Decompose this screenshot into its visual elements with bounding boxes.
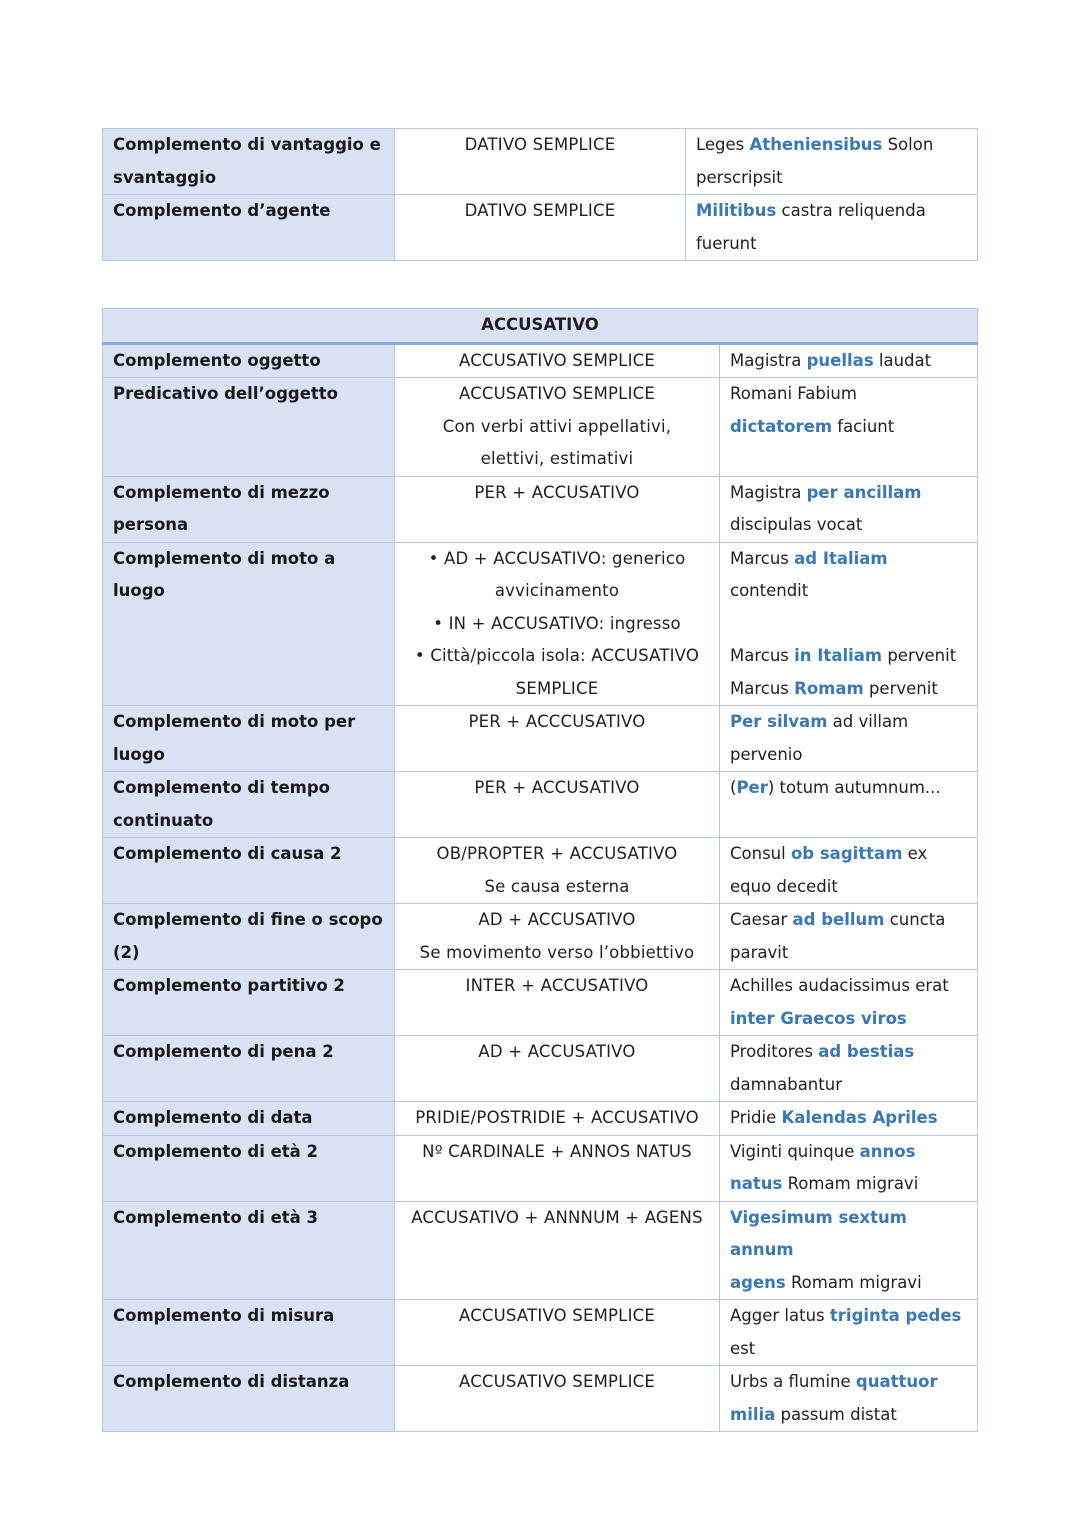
example-text: Marcus xyxy=(730,678,795,698)
case-rule xyxy=(395,1102,720,1136)
highlighted-latin: Vigesimum sextum annum xyxy=(730,1207,907,1259)
complement-name: Complemento di causa 2 xyxy=(103,838,395,904)
example-line xyxy=(730,1202,967,1267)
case-rule xyxy=(395,542,720,706)
highlighted-latin: Per xyxy=(736,778,768,797)
example-line xyxy=(730,1300,967,1333)
rule-line: Con verbi attivi appellativi, xyxy=(442,416,672,436)
case-rule xyxy=(395,1300,720,1366)
case-rule xyxy=(395,772,720,838)
case-rule xyxy=(395,195,686,261)
latin-example xyxy=(720,378,978,477)
example-text: est xyxy=(730,1338,756,1358)
case-rule xyxy=(395,838,720,904)
highlighted-latin: Atheniensibus xyxy=(749,135,883,154)
example-text: equo decedit xyxy=(730,876,838,896)
rule-line: PER + ACCUSATIVO xyxy=(474,778,640,797)
example-line xyxy=(730,575,967,608)
case-rule xyxy=(395,378,720,477)
example-line xyxy=(730,1168,967,1201)
rule-line: ACCUSATIVO SEMPLICE xyxy=(459,1306,655,1325)
rule-line: • Città/piccola isola: ACCUSATIVO xyxy=(414,646,700,665)
case-rule xyxy=(395,343,720,378)
example-line xyxy=(730,378,967,411)
highlighted-latin: ad bellum xyxy=(792,910,885,929)
table-row xyxy=(103,1036,978,1102)
rule-line: SEMPLICE xyxy=(515,678,599,698)
highlighted-latin: triginta pedes xyxy=(829,1306,962,1325)
example-text: pervenio xyxy=(730,744,803,764)
example-line xyxy=(730,1366,967,1399)
complement-name: Complemento di età 3 xyxy=(103,1201,395,1300)
rule-line: AD + ACCUSATIVO xyxy=(478,910,636,929)
table-row xyxy=(103,378,978,477)
highlighted-latin: milia xyxy=(730,1404,776,1424)
latin-example xyxy=(686,129,978,195)
example-text: Achilles audacissimus erat xyxy=(730,976,949,995)
rule-line: • IN + ACCUSATIVO: ingresso xyxy=(433,613,681,633)
complement-name: Complemento oggetto xyxy=(103,343,395,378)
table-row xyxy=(103,1102,978,1136)
highlighted-latin: quattuor xyxy=(855,1372,938,1391)
example-text: Caesar xyxy=(730,910,793,929)
example-text: contendit xyxy=(730,581,809,600)
table-row xyxy=(103,1201,978,1300)
latin-example xyxy=(686,195,978,261)
case-rule xyxy=(395,706,720,772)
latin-example xyxy=(720,1201,978,1300)
highlighted-latin: Per silvam xyxy=(730,712,828,731)
example-line xyxy=(730,543,967,576)
table-header-row xyxy=(103,309,978,344)
example-line xyxy=(730,772,967,805)
complement-name: Predicativo dell’oggetto xyxy=(103,378,395,477)
example-line xyxy=(730,673,967,706)
highlighted-latin: natus xyxy=(730,1174,783,1193)
table-row xyxy=(103,476,978,542)
rule-line: Se movimento verso l’obbiettivo xyxy=(419,942,695,962)
example-text: Consul xyxy=(730,844,791,863)
latin-example xyxy=(720,1135,978,1201)
rule-line: OB/PROPTER + ACCUSATIVO xyxy=(436,844,678,863)
highlighted-latin: agens xyxy=(730,1272,786,1292)
complement-name: Complemento di età 2 xyxy=(103,1135,395,1201)
example-text: fuerunt xyxy=(696,233,757,253)
rule-line: PRIDIE/POSTRIDIE + ACCUSATIVO xyxy=(415,1108,699,1127)
example-line xyxy=(730,1333,967,1366)
rule-line: INTER + ACCUSATIVO xyxy=(465,976,649,995)
latin-example xyxy=(720,1036,978,1102)
example-text: damnabantur xyxy=(730,1074,842,1094)
highlighted-latin: Kalendas Apriles xyxy=(781,1108,938,1127)
complement-name: Complemento di vantaggio e svantaggio xyxy=(103,129,395,195)
rule-line: ACCUSATIVO SEMPLICE xyxy=(459,1372,655,1391)
example-line xyxy=(730,1136,967,1169)
table-row xyxy=(103,772,978,838)
complement-name: Complemento di fine o scopo (2) xyxy=(103,904,395,970)
highlighted-latin: inter Graecos viros xyxy=(730,1008,907,1028)
case-rule xyxy=(395,129,686,195)
example-text: pervenit xyxy=(882,646,957,665)
example-text: Magistra xyxy=(730,350,807,370)
example-text: ) totum autumnum... xyxy=(767,778,941,797)
latin-example xyxy=(720,476,978,542)
table-row xyxy=(103,195,978,261)
example-line xyxy=(730,1069,967,1102)
complement-name: Complemento partitivo 2 xyxy=(103,970,395,1036)
example-line xyxy=(696,228,967,261)
example-text: castra reliquenda xyxy=(776,201,926,220)
latin-example xyxy=(720,772,978,838)
highlighted-latin: Militibus xyxy=(696,201,777,220)
complement-name: Complemento di pena 2 xyxy=(103,1036,395,1102)
example-text: cuncta xyxy=(884,910,946,929)
latin-example xyxy=(720,1300,978,1366)
example-line xyxy=(730,838,967,871)
example-text: Romam migravi xyxy=(782,1174,919,1193)
complement-name: Complemento d’agente xyxy=(103,195,395,261)
accusativo-table xyxy=(102,308,978,1432)
example-text: Marcus xyxy=(730,646,795,665)
highlighted-latin: dictatorem xyxy=(730,416,833,436)
example-text: Urbs a flumine xyxy=(730,1372,856,1391)
highlighted-latin: in Italiam xyxy=(794,646,883,665)
table-row xyxy=(103,542,978,706)
example-line xyxy=(696,129,967,162)
latin-example xyxy=(720,1102,978,1136)
example-text: Leges xyxy=(696,135,750,154)
rule-line: DATIVO SEMPLICE xyxy=(464,135,616,154)
highlighted-latin: per ancillam xyxy=(806,482,922,502)
example-text: Romam migravi xyxy=(785,1272,922,1292)
example-text: passum distat xyxy=(775,1404,897,1424)
example-line xyxy=(730,706,967,739)
example-text: Proditores xyxy=(730,1042,819,1061)
rule-line: elettivi, estimativi xyxy=(480,449,634,468)
table-row xyxy=(103,343,978,378)
highlighted-latin: ad bestias xyxy=(818,1042,915,1061)
example-text: ad villam xyxy=(827,712,909,731)
latin-example xyxy=(720,1366,978,1432)
complement-name: Complemento di moto a luogo xyxy=(103,542,395,706)
example-line xyxy=(730,1102,967,1135)
example-line xyxy=(730,411,967,444)
latin-example xyxy=(720,542,978,706)
case-rule xyxy=(395,1201,720,1300)
example-text: Agger latus xyxy=(730,1306,830,1325)
rule-line: Se causa esterna xyxy=(484,876,630,896)
example-text: Magistra xyxy=(730,482,807,502)
example-text: discipulas vocat xyxy=(730,515,863,534)
table-row xyxy=(103,706,978,772)
rule-line: PER + ACCCUSATIVO xyxy=(468,712,646,731)
example-line xyxy=(730,1399,967,1432)
highlighted-latin: ad Italiam xyxy=(794,548,888,568)
example-text: laudat xyxy=(873,350,932,370)
example-line xyxy=(730,509,967,542)
complement-name: Complemento di moto per luogo xyxy=(103,706,395,772)
example-text: Solon xyxy=(882,135,934,154)
highlighted-latin: puellas xyxy=(806,350,874,370)
example-text: faciunt xyxy=(832,416,895,436)
example-line xyxy=(730,871,967,904)
case-rule xyxy=(395,1036,720,1102)
table-row xyxy=(103,970,978,1036)
example-text: ex xyxy=(902,844,928,863)
example-line xyxy=(730,1036,967,1069)
case-rule xyxy=(395,1135,720,1201)
rule-line: PER + ACCUSATIVO xyxy=(474,482,640,502)
dativo-table xyxy=(102,128,978,261)
example-line xyxy=(696,162,967,195)
table-row xyxy=(103,1135,978,1201)
case-rule xyxy=(395,904,720,970)
example-line xyxy=(730,608,967,641)
rule-line: • AD + ACCUSATIVO: generico xyxy=(428,548,686,568)
table-row xyxy=(103,904,978,970)
example-line xyxy=(730,904,967,937)
example-text: paravit xyxy=(730,942,789,962)
case-rule xyxy=(395,970,720,1036)
example-line xyxy=(730,739,967,772)
example-text: Marcus xyxy=(730,548,795,568)
example-line xyxy=(730,477,967,510)
example-line xyxy=(730,1003,967,1036)
example-text: perscripsit xyxy=(696,167,783,187)
latin-example xyxy=(720,970,978,1036)
table-row xyxy=(103,838,978,904)
example-line xyxy=(730,640,967,673)
latin-example xyxy=(720,343,978,378)
complement-name: Complemento di mezzo persona xyxy=(103,476,395,542)
rule-line: AD + ACCUSATIVO xyxy=(478,1042,636,1061)
case-rule xyxy=(395,1366,720,1432)
table-title: ACCUSATIVO xyxy=(103,309,978,344)
example-text: Romani Fabium xyxy=(730,384,857,403)
example-line xyxy=(696,195,967,228)
rule-line: ACCUSATIVO SEMPLICE xyxy=(459,384,655,403)
example-text: Viginti quinque xyxy=(730,1141,860,1161)
complement-name: Complemento di data xyxy=(103,1102,395,1136)
example-line xyxy=(730,1267,967,1300)
example-line xyxy=(730,345,967,378)
highlighted-latin: Romam xyxy=(794,678,864,698)
rule-line: ACCUSATIVO + ANNNUM + AGENS xyxy=(411,1207,703,1227)
table-row xyxy=(103,129,978,195)
complement-name: Complemento di distanza xyxy=(103,1366,395,1432)
highlighted-latin: ob sagittam xyxy=(790,844,903,863)
table-row xyxy=(103,1366,978,1432)
complement-name: Complemento di misura xyxy=(103,1300,395,1366)
highlighted-latin: annos xyxy=(859,1141,916,1161)
case-rule xyxy=(395,476,720,542)
rule-line: ACCUSATIVO SEMPLICE xyxy=(459,350,655,370)
rule-line: avvicinamento xyxy=(494,581,620,600)
example-text: Pridie xyxy=(730,1108,782,1127)
example-line xyxy=(730,937,967,970)
latin-example xyxy=(720,838,978,904)
rule-line: Nº CARDINALE + ANNOS NATUS xyxy=(422,1141,692,1161)
latin-example xyxy=(720,904,978,970)
example-text: ( xyxy=(730,778,737,797)
rule-line: DATIVO SEMPLICE xyxy=(464,201,616,220)
example-text: pervenit xyxy=(863,678,938,698)
table-row xyxy=(103,1300,978,1366)
latin-example xyxy=(720,706,978,772)
example-line xyxy=(730,970,967,1003)
complement-name: Complemento di tempo continuato xyxy=(103,772,395,838)
